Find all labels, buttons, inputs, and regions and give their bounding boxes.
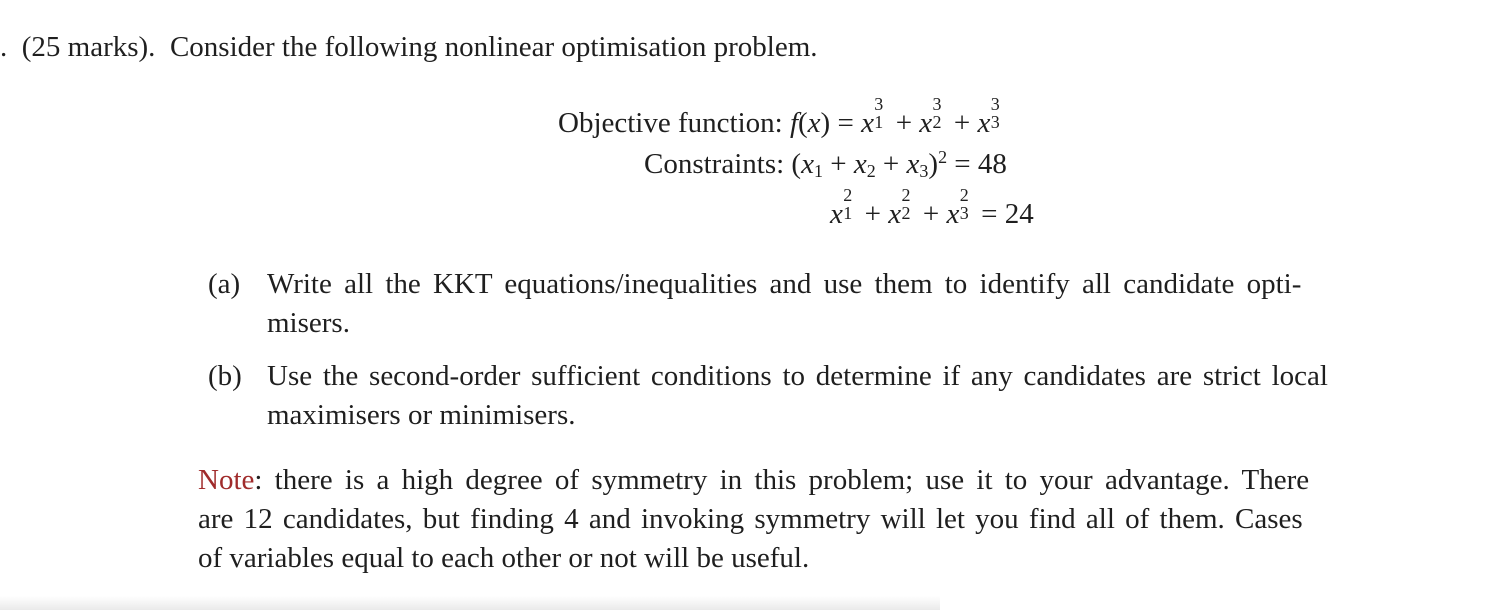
constraint-2-rhs: = 24 [981,198,1034,230]
constraint-2-formula: x 2 1 + x 2 2 + x 2 3 = 24 [830,184,1034,230]
constraint-line-1 [644,148,1007,181]
question-intro: Consider the following nonlinear optimisation problem. [169,31,818,63]
part-a-label: (a) [208,268,241,300]
cut-off-text-line [0,596,940,610]
part-b-text-line-2: maximisers or minimisers. [267,399,576,431]
objective-formula: f(x) = x 3 1 + x 3 2 + x 3 3 [789,93,1000,139]
question-marks: (25 marks). [21,31,156,63]
part-b-text-line-1: Use the second-order sufficient conditions to determine if any candidates are strict local [267,360,1328,392]
part-b-label: (b) [208,360,242,392]
objective-function-line [558,93,1005,140]
note-line-2: are 12 candidates, but finding 4 and invoking symmetry will let you find all of them. Cases [198,503,1303,535]
constraint-line-2 [830,184,1034,231]
part-a-text-line-1: Write all the KKT equations/inequalities and use them to identify all candidate opti- [267,268,1302,300]
constraint-1-formula: $(x_1 + x_2 + x_3)^2 = 48$ [791,147,1007,182]
part-a-text-line-2: misers. [267,307,350,339]
objective-label: Objective function: [558,107,783,139]
note-line-3: of variables equal to each other or not will be useful. [198,542,810,574]
question-header [0,31,818,64]
question-number-fragment: . [0,31,8,63]
constraints-label: Constraints: [644,148,785,180]
note-line-1 [198,464,1309,497]
note-label: Note [198,464,255,496]
constraint-1-rhs: = 48 [954,148,1007,180]
note-line-1-text: : there is a high degree of symmetry in this problem; use it to your advantage. There [254,464,1310,496]
